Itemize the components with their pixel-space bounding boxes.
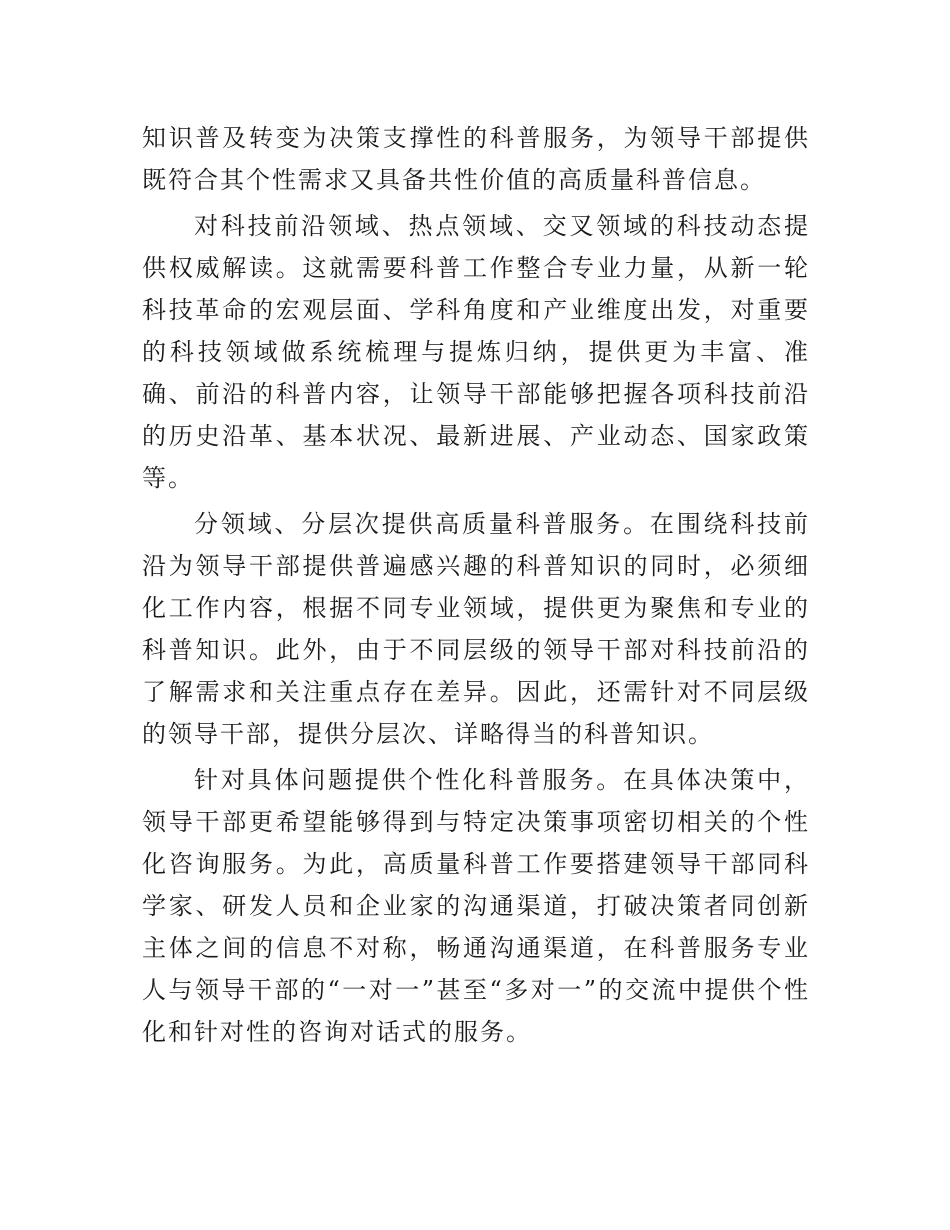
paragraph-3: 分领域、分层次提供高质量科普服务。在围绕科技前沿为领导干部提供普遍感兴趣的科普知识的同时，必须细化工作内容，根据不同专业领域，提供更为聚焦和专业的科普知识。此外，由于不同层级的领导干部对科技前沿的了解需求和关注重点存在差异。因此，还需针对不同层级的领导干部，提供分层次、详略得当的科普知识。 (142, 510, 810, 748)
paragraph-2: 对科技前沿领域、热点领域、交叉领域的科技动态提供权威解读。这就需要科普工作整合专业力量，从新一轮科技革命的宏观层面、学科角度和产业维度出发，对重要的科技领域做系统梳理与提炼归纳，提供更为丰富、准确、前沿的科普内容，让领导干部能够把握各项科技前沿的历史沿革、基本状况、最新进展、产业动态、国家政策等。 (142, 212, 810, 492)
paragraph-4: 针对具体问题提供个性化科普服务。在具体决策中，领导干部更希望能够得到与特定决策事项密切相关的个性化咨询服务。为此，高质量科普工作要搭建领导干部同科学家、研发人员和企业家的沟通渠道，打破决策者同创新主体之间的信息不对称，畅通沟通渠道，在科普服务专业人与领导干部的“一对一”甚至“多对一”的交流中提供个性化和针对性的咨询对话式的服务。 (142, 766, 810, 1046)
paragraph-1: 知识普及转变为决策支撑性的科普服务，为领导干部提供既符合其个性需求又具备共性价值的高质量科普信息。 (142, 124, 810, 194)
document-body (142, 117, 810, 1057)
